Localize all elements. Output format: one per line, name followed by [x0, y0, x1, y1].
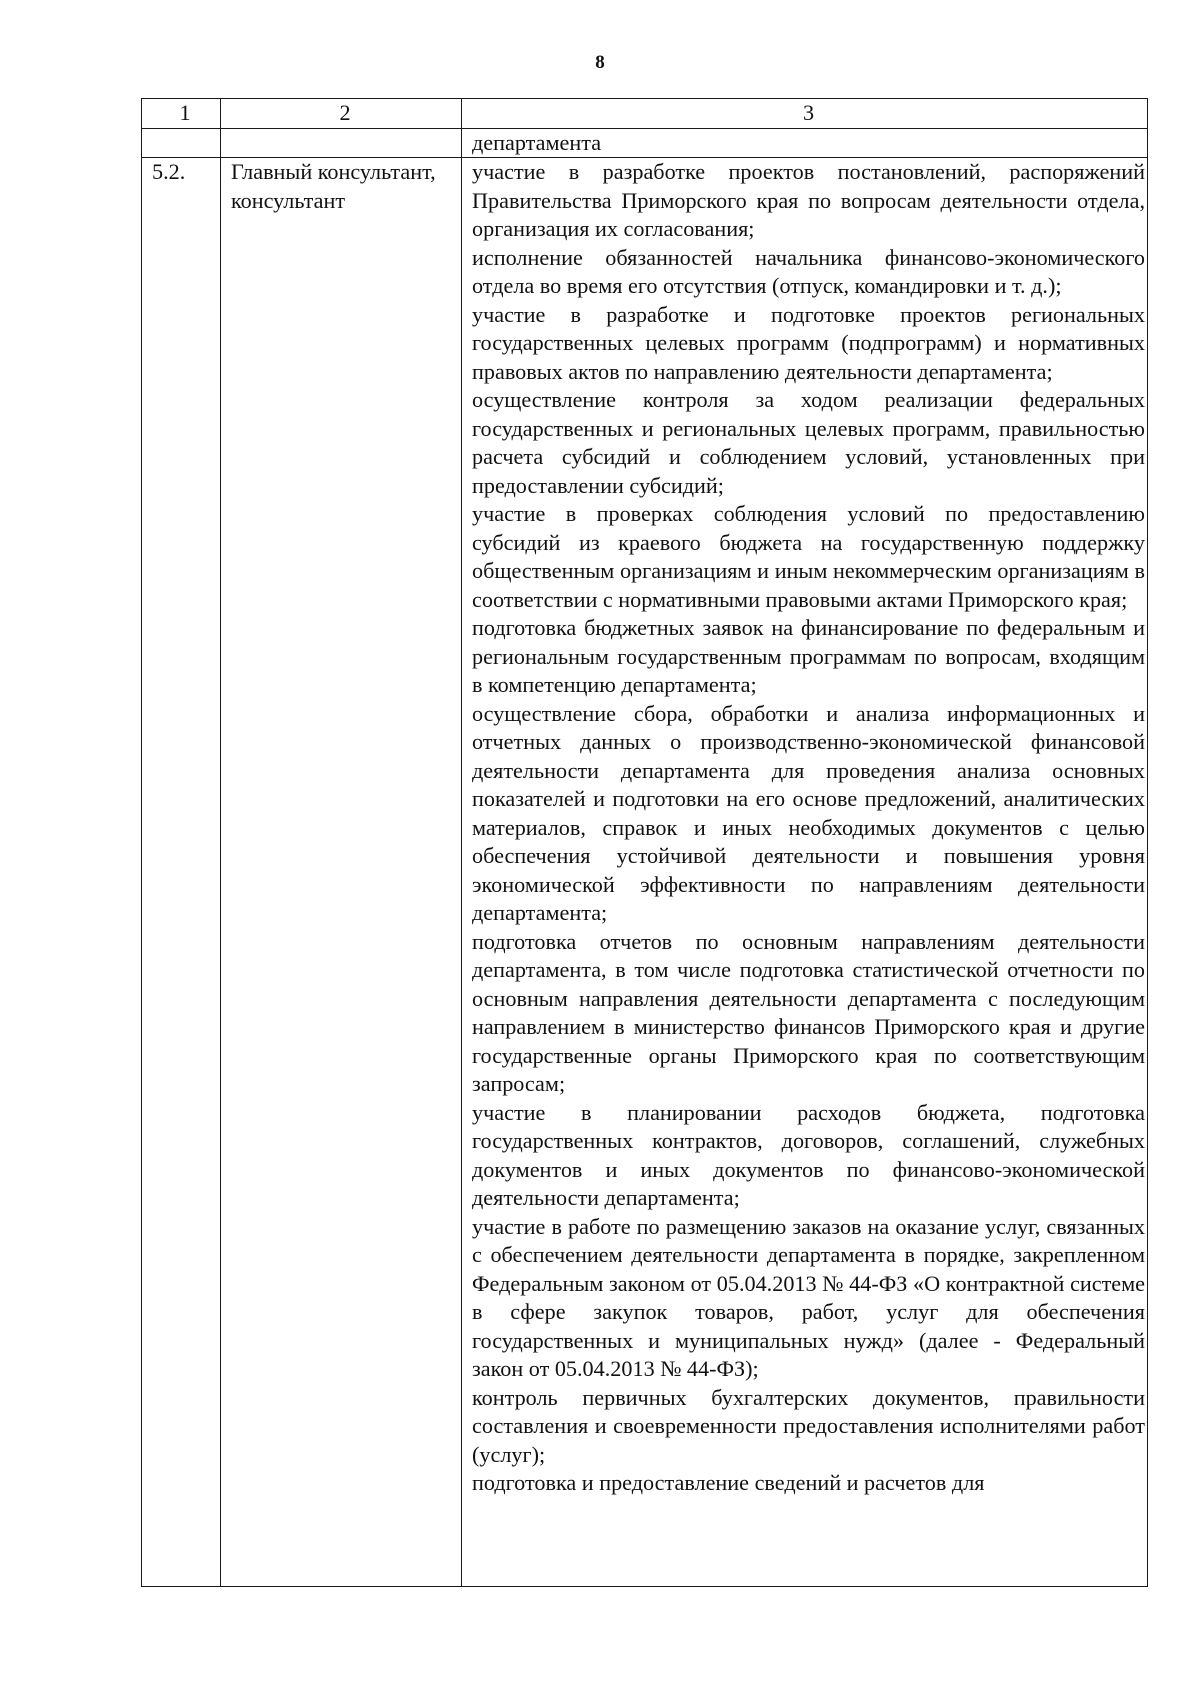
duty-item: участие в работе по размещению заказов на оказание услуг, связанных с обеспечением деятельности департамента в порядке, закрепленном Федеральным законом от 05.04.2013 № 44-ФЗ «О контрактной системе в сфере закупок товаров, работ, услуг для обеспечения государственных и муниципальных нужд» (далее - Федеральный закон от 05.04.2013 № 44-ФЗ); — [472, 1213, 1145, 1381]
header-col-3: 3 — [462, 99, 1148, 129]
duties-cell — [462, 158, 1148, 1587]
duty-item: подготовка бюджетных заявок на финансирование по федеральным и региональным государственным программам по вопросам, входящим в компетенцию департамента; — [472, 615, 1145, 697]
duty-item: осуществление контроля за ходом реализации федеральных государственных и региональных целевых программ, правильностью расчета субсидий и соблюдением условий, установленных при предоставлении субсидий; — [472, 387, 1145, 498]
continuation-col-1 — [142, 128, 221, 158]
position-title: Главный консультант, консультант — [221, 158, 462, 1587]
duty-item: подготовка и предоставление сведений и расчетов для — [472, 1470, 985, 1495]
duty-item: исполнение обязанностей начальника финансово-экономического отдела во время его отсутствия (отпуск, командировки и т. д.); — [472, 244, 1145, 298]
continuation-text: департамента — [462, 128, 1148, 158]
duty-item: контроль первичных бухгалтерских документов, правильности составления и своевременности предоставления исполнителями работ (услуг); — [472, 1384, 1145, 1467]
duty-item: подготовка отчетов по основным направлениям деятельности департамента, в том числе подготовка статистической отчетности по основным направления деятельности департамента с последующим направлением в министерство финансов Приморского края и другие государственные органы Приморского края по соответствующим запросам; — [472, 928, 1145, 1096]
table-header-row — [142, 99, 1148, 129]
duty-item: участие в разработке и подготовке проектов региональных государственных целевых программ (подпрограмм) и нормативных правовых актов по направлению деятельности департамента; — [472, 301, 1145, 384]
row-number: 5.2. — [142, 158, 221, 1587]
header-col-1: 1 — [142, 99, 221, 129]
continuation-col-2 — [221, 128, 462, 158]
duty-item: осуществление сбора, обработки и анализа информационных и отчетных данных о производственно-экономической финансовой деятельности департамента для проведения анализа основных показателей и подготовки на его основе предложений, аналитических материалов, справок и иных необходимых документов с целью обеспечения устойчивой деятельности и повышения уровня экономической эффективности по направлениям деятельности департамента; — [472, 700, 1145, 925]
duty-item: участие в проверках соблюдения условий по предоставлению субсидий из краевого бюджета на государственную поддержку общественным организациям и иным некоммерческим организациям в соответствии с нормативными правовыми актами Приморского края; — [472, 501, 1145, 612]
duties-list — [472, 158, 1145, 1586]
duty-item: участие в разработке проектов постановлений, распоряжений Правительства Приморского края по вопросам деятельности отдела, организация их согласования; — [472, 159, 1145, 241]
duty-item: участие в планировании расходов бюджета, подготовка государственных контрактов, договоров, соглашений, служебных документов и иных документов по финансово-экономической деятельности департамента; — [472, 1099, 1145, 1210]
header-col-2: 2 — [221, 99, 462, 129]
continuation-row — [142, 128, 1148, 158]
duties-table — [141, 98, 1148, 1587]
table-row — [142, 158, 1148, 1587]
page-number: 8 — [595, 52, 605, 73]
